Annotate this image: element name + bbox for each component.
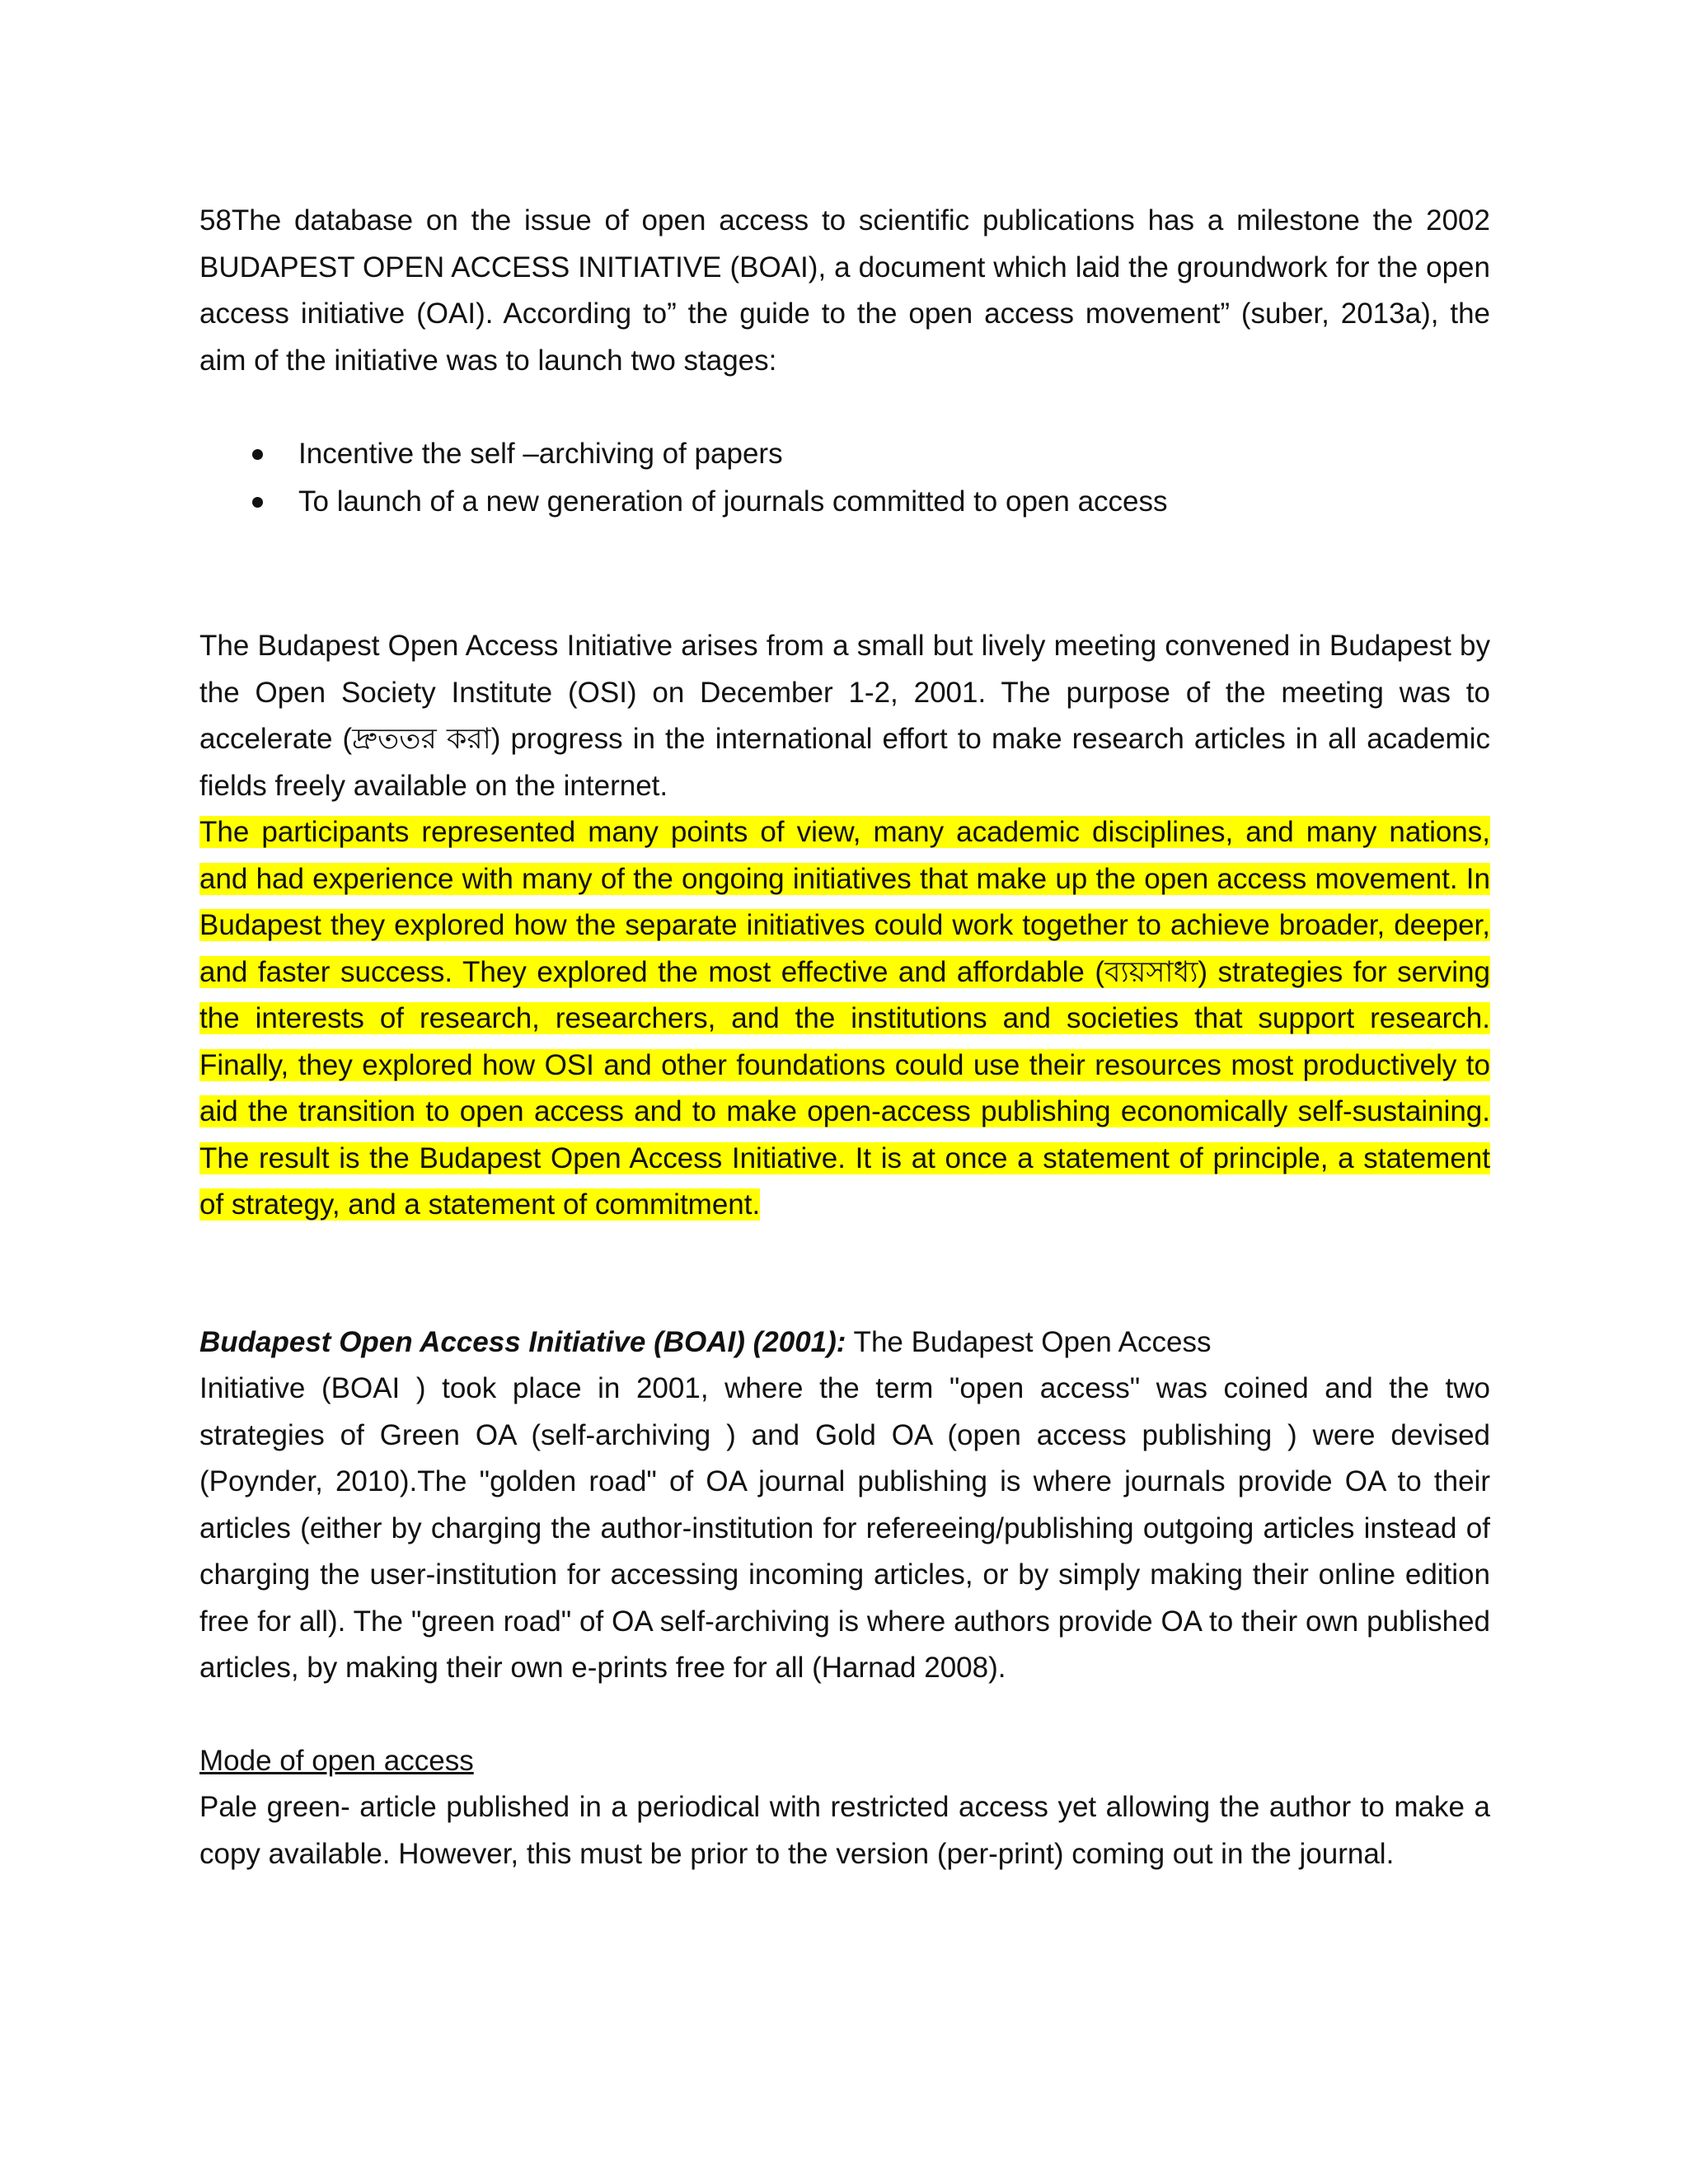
mode-heading: Mode of open access <box>199 1744 474 1777</box>
boai-term: Budapest Open Access Initiative (BOAI) (2001): <box>199 1325 846 1358</box>
document-body <box>199 198 1490 1877</box>
intro-paragraph: 58The database on the issue of open access to scientific publications has a milestone the 2002 BUDAPEST OPEN ACCESS INITIATIVE (BOAI), a document which laid the groundwork for the open access initiative (OAI). According to” the guide to the open access movement” (suber, 2013a), the aim of the initiative was to launch two stages: <box>199 204 1490 377</box>
boai-first-line-text: The Budapest Open Access <box>846 1325 1212 1358</box>
highlighted-paragraph <box>199 809 1490 1229</box>
list-item <box>199 430 1490 478</box>
highlighted-text: The participants represented many points of view, many academic disciplines, and many nations, and had experience with many of the ongoing initiatives that make up the open access movement. In Budapest they explored how the separate initiatives could work together to achieve broader, deeper, and faster success. They explored the most effective and affordable (ব্যয়সাধ্য) strategies for serving the interests of research, researchers, and the institutions and societies that support research. Finally, they explored how OSI and other foundations could use their resources most productively to aid the transition to open access and to make open-access publishing economically self-sustaining. The result is the Budapest Open Access Initiative. It is at once a statement of principle, a statement of strategy, and a statement of commitment. <box>199 816 1490 1221</box>
stages-list <box>199 430 1490 526</box>
bullet-icon <box>252 449 263 460</box>
boai-meeting-paragraph: The Budapest Open Access Initiative arises from a small but lively meeting convened in Budapest by the Open Society Institute (OSI) on December 1-2, 2001. The purpose of the meeting was to accelerate (দ্রুততর করা) progress in the international effort to make research articles in all academic fields freely available on the internet. <box>199 630 1490 802</box>
mode-paragraph: Pale green- article published in a periodical with restricted access yet allowing the author to make a copy available. However, this must be prior to the version (per-print) coming out in the journal. <box>199 1791 1490 1870</box>
list-item-text: To launch of a new generation of journals committed to open access <box>298 485 1168 518</box>
bullet-icon <box>252 497 263 508</box>
list-item <box>199 478 1490 526</box>
boai-definition-body: Initiative (BOAI ) took place in 2001, where the term "open access" was coined and the two strategies of Green OA (self-archiving ) and Gold OA (open access publishing ) were devised (Poynder, 2010).The "golden road" of OA journal publishing is where journals provide OA to their articles (either by charging the author-institution for refereeing/publishing outgoing articles instead of charging the user-institution for accessing incoming articles, or by simply making their online edition free for all). The "green road" of OA self-archiving is where authors provide OA to their own published articles, by making their own e-prints free for all (Harnad 2008). <box>199 1372 1490 1684</box>
list-item-text: Incentive the self –archiving of papers <box>298 438 783 470</box>
boai-definition-first-line <box>199 1319 1490 1366</box>
